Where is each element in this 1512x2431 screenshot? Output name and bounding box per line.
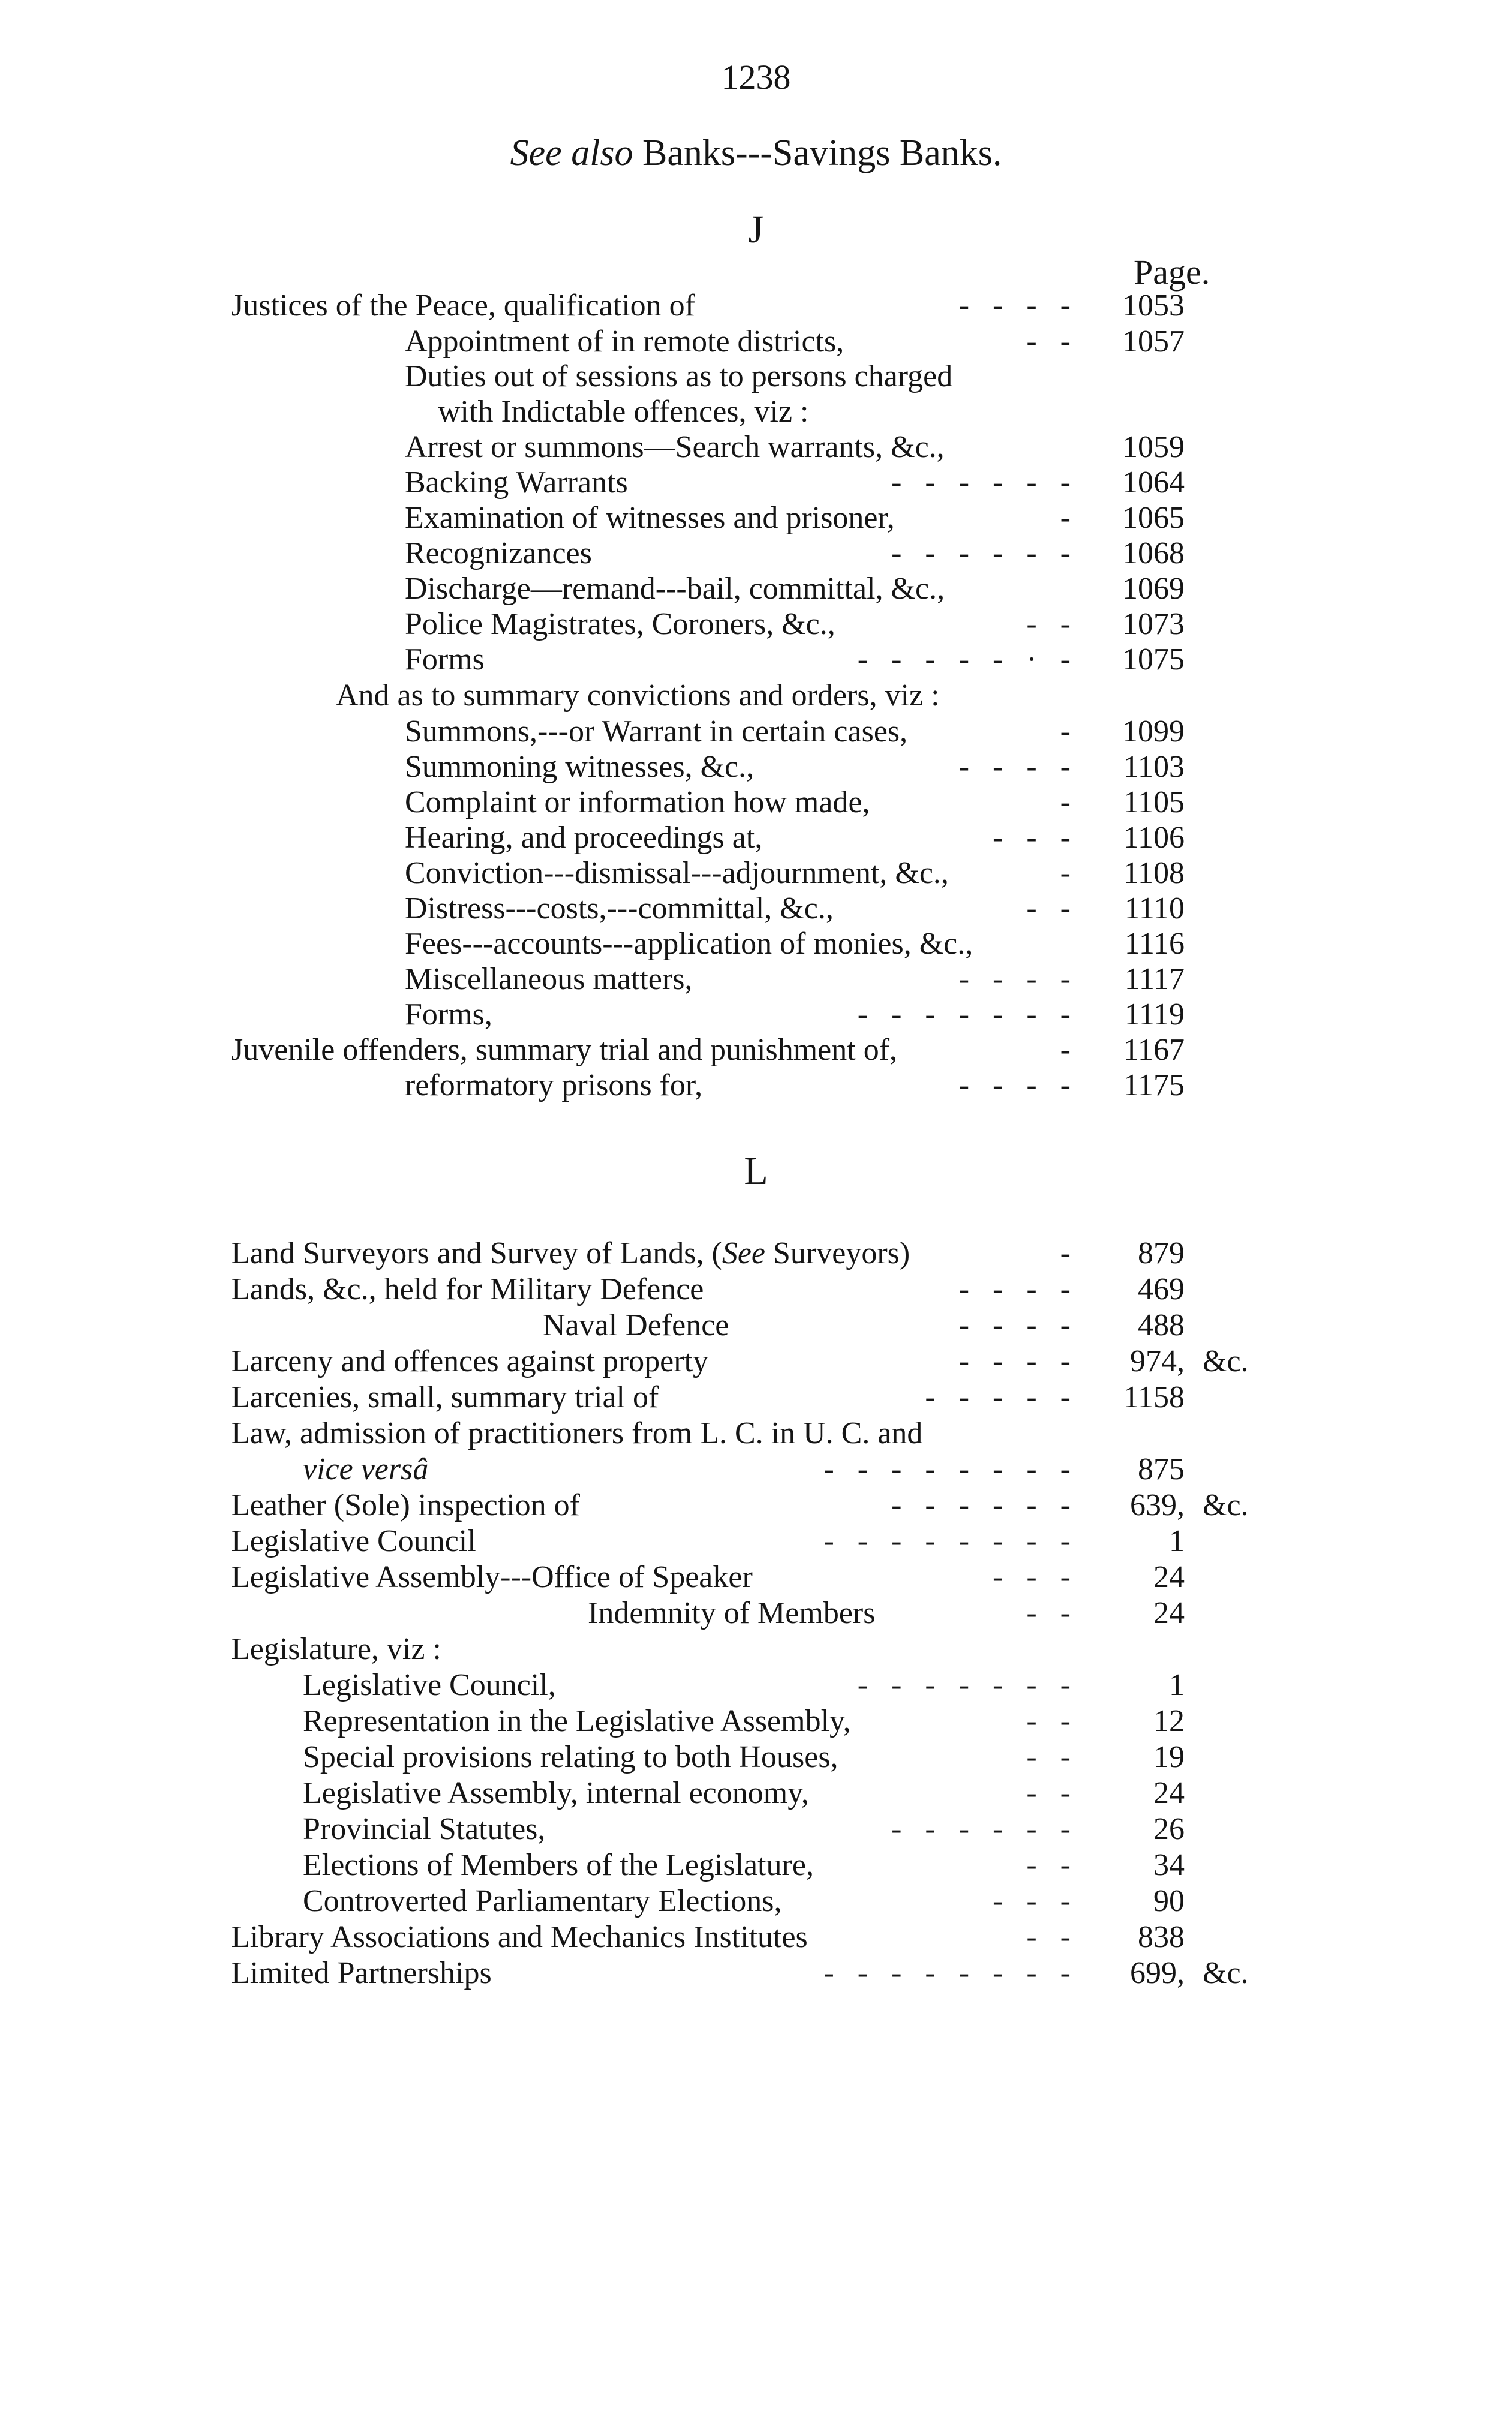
leader-dashes: - - - - [958,1272,1071,1306]
entry-text: Land Surveyors and Survey of Lands, ( [231,1236,722,1270]
entry-page-number: 1167 [1123,1033,1185,1067]
entry-page-number: 1108 [1123,856,1185,890]
leader-dashes: - - - [993,1560,1071,1594]
see-also-line [0,132,1512,175]
entry-label: Summoning witnesses, &c., [405,750,755,784]
entry-text: Larceny and offences against property [231,1344,709,1378]
entry-text: Law, admission of practitioners from L. C. in U. C. and [231,1416,923,1450]
entry-page-number: 26 [1153,1812,1185,1846]
entry-label [231,1919,808,1955]
entry-label: Backing Warrants [405,465,628,500]
leader-dashes: - - - - [958,962,1071,996]
entry-label: Conviction---dismissal---adjournment, &c., [405,856,949,890]
entry-label [303,1883,782,1919]
leader-dashes: - - - - [958,1068,1071,1102]
entry-page-number: 1117 [1124,962,1185,996]
entry-text: Lands, &c., held for Military Defence [231,1272,704,1306]
index-entry [0,1667,1512,1703]
entry-page-number: 1057 [1122,324,1185,359]
leader-dashes: - [1060,856,1071,890]
leader-dashes: - - - - - · - [857,642,1071,677]
entry-text: Provincial Statutes, [303,1812,546,1846]
entry-page-number: 1105 [1123,785,1185,819]
entry-page-number: 1059 [1122,430,1185,464]
index-entry [0,500,1512,536]
entry-page-number: 838 [1138,1920,1185,1954]
leader-dashes: - - - - - - - [857,1668,1071,1702]
entry-page-number: 1073 [1122,607,1185,641]
leader-dashes: - - - - - - - - [823,1524,1071,1558]
entry-page-number: 1068 [1122,536,1185,570]
entry-label: Complaint or information how made, [405,785,870,819]
entry-text: Representation in the Legislative Assembly, [303,1704,851,1738]
entry-label [231,1380,659,1416]
entry-label: Arrest or summons—Search warrants, &c., [405,430,945,464]
entry-page-number: 469 [1138,1272,1185,1306]
entry-label: Distress---costs,---committal, &c., [405,891,834,925]
index-entry [0,961,1512,997]
see-also-text: Banks---Savings Banks. [642,133,1002,173]
entry-label [231,1344,708,1380]
leader-dashes: - - - [993,1884,1071,1918]
leader-dashes: - - - - - - [891,465,1071,500]
index-entry [0,1595,1512,1631]
entry-page-number: 1175 [1123,1068,1185,1102]
entry-label [303,1703,851,1739]
leader-dashes: - [1060,714,1071,749]
index-entry [0,1308,1512,1344]
entry-text: Legislative Assembly---Office of Speaker [231,1560,753,1594]
leader-dashes: - - [1026,1848,1071,1882]
index-entry [0,1380,1512,1416]
entry-label: Juvenile offenders, summary trial and punishment of, [231,1033,898,1067]
entry-text: Library Associations and Mechanics Institutes [231,1920,808,1954]
entry-etc: &c. [1203,1488,1249,1522]
entry-label [231,1272,704,1308]
index-entry [0,1236,1512,1272]
index-entry [0,465,1512,501]
entry-text: Larcenies, small, summary trial of [231,1380,659,1414]
entry-text: Controverted Parliamentary Elections, [303,1884,782,1918]
index-entry [0,394,1512,430]
entry-label: Examination of witnesses and prisoner, [405,501,895,535]
entry-text: Legislative Council, [303,1668,556,1702]
index-entry [0,1847,1512,1883]
index-entry [0,324,1512,360]
entry-text: Elections of Members of the Legislature, [303,1848,814,1882]
entry-page-number: 1 [1169,1524,1185,1558]
entry-label [588,1595,875,1631]
entry-page-number: 1075 [1122,642,1185,677]
entry-label [231,1955,492,1991]
index-entry [0,571,1512,607]
index-entry [0,1919,1512,1955]
entry-label [303,1452,428,1488]
index-entry [0,1739,1512,1775]
entry-label: Hearing, and proceedings at, [405,821,763,855]
entry-page-number: 1116 [1124,927,1185,961]
entry-page-number: 1064 [1122,465,1185,500]
entry-label [303,1775,809,1811]
leader-dashes: - - [1026,607,1071,641]
index-entry [0,1523,1512,1559]
index-entry [0,359,1512,395]
leader-dashes: - - [1026,1740,1071,1774]
entry-text: Legislative Council [231,1524,476,1558]
index-entry [0,1775,1512,1811]
entry-label: Justices of the Peace, qualification of [231,289,695,323]
leader-dashes: - [1060,501,1071,535]
entry-label: And as to summary convictions and orders, viz : [336,678,940,713]
entry-page-number: 24 [1153,1596,1185,1630]
index-entry [0,1272,1512,1308]
entry-page-number: 974, [1130,1344,1185,1378]
entry-label [303,1847,814,1883]
index-entry [0,855,1512,891]
entry-page-number: 24 [1153,1560,1185,1594]
index-entry [0,678,1512,714]
entry-label: Forms, [405,997,492,1032]
index-entry [0,1032,1512,1068]
index-entry [0,1811,1512,1847]
index-entry [0,1344,1512,1380]
entry-page-number: 1158 [1123,1380,1185,1414]
leader-dashes: - - - - [958,1308,1071,1342]
entry-page-number: 699, [1130,1956,1185,1990]
entry-page-number: 1069 [1122,572,1185,606]
index-entry [0,1559,1512,1595]
leader-dashes: - - - - - - [891,536,1071,570]
leader-dashes: - - [1026,1776,1071,1810]
leader-dashes: - - - - - - [891,1812,1071,1846]
index-entry [0,429,1512,465]
index-entry [0,749,1512,785]
entry-page-number: 1065 [1122,501,1185,535]
entry-text: Legislature, viz : [231,1632,441,1666]
entry-label: with Indictable offences, viz : [438,395,809,429]
entry-page-number: 1 [1169,1668,1185,1702]
page-number: 1238 [721,58,791,97]
entry-text: Leather (Sole) inspection of [231,1488,580,1522]
index-entry [0,1883,1512,1919]
leader-dashes: - - - - - - - - [823,1452,1071,1486]
entry-text: Naval Defence [543,1308,729,1342]
index-entry [0,997,1512,1033]
leader-dashes: - - [1026,1596,1071,1630]
leader-dashes: - - [1026,1920,1071,1954]
page-column-header: Page. [1134,253,1210,292]
entry-page-number: 1099 [1122,714,1185,749]
entry-label [231,1236,910,1272]
entry-text-suffix: Surveyors) [765,1236,910,1270]
entry-label [303,1811,545,1847]
leader-dashes: - - [1026,891,1071,925]
leader-dashes: - - - - - [925,1380,1071,1414]
index-entry [0,288,1512,324]
section-letter-l: L [744,1149,768,1193]
leader-dashes: - [1060,785,1071,819]
entry-label: Police Magistrates, Coroners, &c., [405,607,835,641]
leader-dashes: - - - - [958,289,1071,323]
index-entry [0,1068,1512,1104]
leader-dashes: - - - [993,821,1071,855]
leader-dashes: - [1060,1033,1071,1067]
leader-dashes: - - [1026,1704,1071,1738]
entry-label [231,1488,580,1523]
index-entry [0,1955,1512,1991]
entry-label: reformatory prisons for, [405,1068,703,1102]
entry-label [231,1523,476,1559]
entry-text: Indemnity of Members [588,1596,876,1630]
entry-page-number: 34 [1153,1848,1185,1882]
entry-page-number: 19 [1153,1740,1185,1774]
index-entry [0,926,1512,962]
index-entry [0,1488,1512,1523]
entry-page-number: 488 [1138,1308,1185,1342]
entry-page-number: 875 [1138,1452,1185,1486]
index-entry [0,785,1512,821]
entry-etc: &c. [1203,1344,1249,1378]
section-letter-j: J [748,208,764,251]
see-also-prefix: See also [510,133,633,173]
entry-label: Summons,---or Warrant in certain cases, [405,714,908,749]
leader-dashes: - - - - [958,1344,1071,1378]
leader-dashes: - - - - - - - [857,997,1071,1032]
entry-page-number: 1110 [1124,891,1185,925]
entry-label: Recognizances [405,536,592,570]
index-entry [0,1631,1512,1667]
leader-dashes: - - [1026,324,1071,359]
index-entry [0,606,1512,642]
leader-dashes: - - - - - - - - [823,1956,1071,1990]
entry-label [231,1631,441,1667]
entry-label: Discharge—remand---bail, committal, &c., [405,572,945,606]
entry-label [231,1559,753,1595]
index-entry [0,1452,1512,1488]
index-entry [0,714,1512,750]
entry-page-number: 1106 [1123,821,1185,855]
leader-dashes: - [1060,1236,1071,1270]
entry-label [303,1739,838,1775]
entry-page-number: 1119 [1124,997,1185,1032]
entry-page-number: 12 [1153,1704,1185,1738]
entry-italic-text: See [722,1236,765,1270]
index-entry [0,891,1512,927]
entry-text: Legislative Assembly, internal economy, [303,1776,809,1810]
index-entry [0,536,1512,572]
index-entry [0,1703,1512,1739]
index-entry [0,642,1512,678]
index-entry [0,1416,1512,1452]
entry-label [231,1416,922,1452]
entry-page-number: 1103 [1123,750,1185,784]
entry-label: Miscellaneous matters, [405,962,693,996]
entry-label: Fees---accounts---application of monies, &c., [405,927,973,961]
index-entry [0,820,1512,856]
entry-italic-text: vice versâ [303,1452,429,1486]
entry-etc: &c. [1203,1956,1249,1990]
entry-page-number: 879 [1138,1236,1185,1270]
entry-label: Duties out of sessions as to persons charged [405,359,953,393]
leader-dashes: - - - - [958,750,1071,784]
entry-page-number: 1053 [1122,289,1185,323]
entry-page-number: 639, [1130,1488,1185,1522]
entry-page-number: 24 [1153,1776,1185,1810]
entry-label: Appointment of in remote districts, [405,324,844,359]
entry-label [303,1667,556,1703]
entry-label [543,1308,729,1344]
entry-label: Forms [405,642,485,677]
entry-text: Limited Partnerships [231,1956,492,1990]
leader-dashes: - - - - - - [891,1488,1071,1522]
entry-text: Special provisions relating to both Houses, [303,1740,838,1774]
entry-page-number: 90 [1153,1884,1185,1918]
